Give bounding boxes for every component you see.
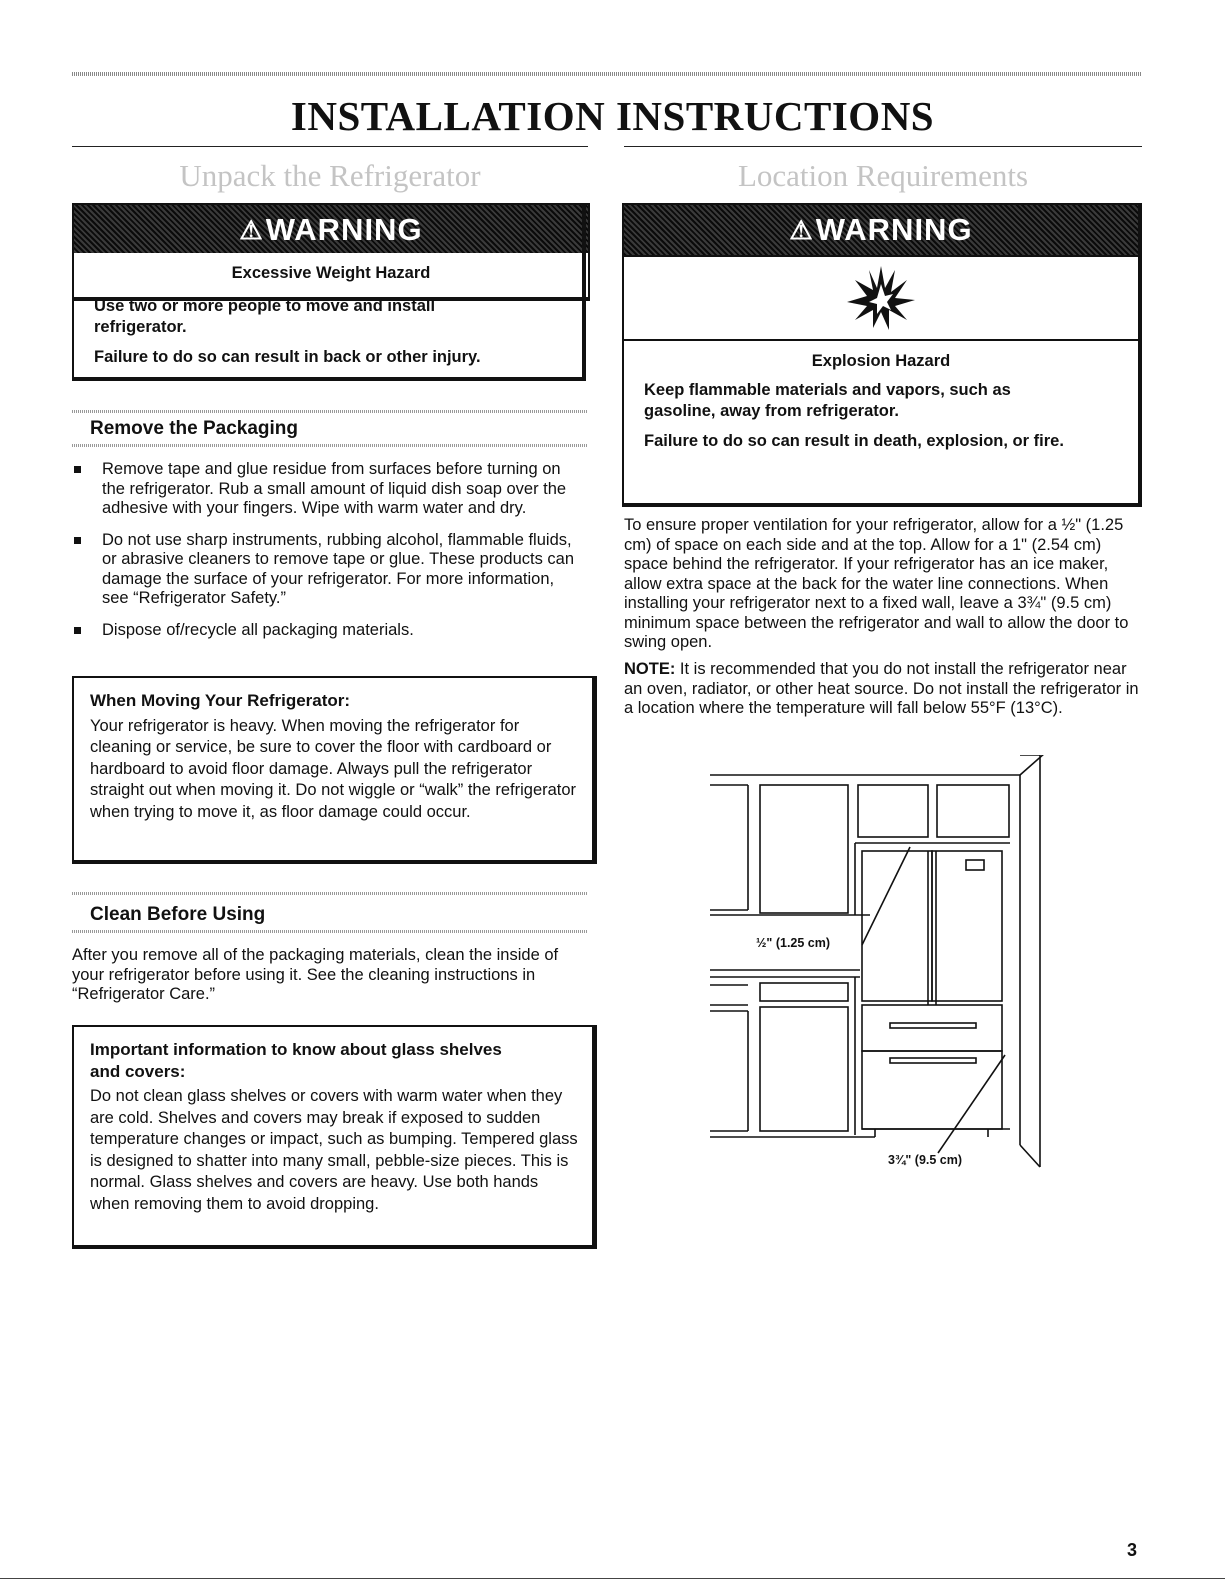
side-clearance-label: ½" (1.25 cm) xyxy=(756,936,831,950)
note-paragraph xyxy=(624,660,1140,719)
clean-before-using-heading: Clean Before Using xyxy=(90,904,266,925)
bottom-rule xyxy=(0,1578,1225,1579)
page-number: 3 xyxy=(1127,1540,1138,1560)
moving-box-text: Your refrigerator is heavy. When moving the refrigerator for cleaning or service, be sure to cover the floor with cardboard or hardboard to avoid floor damage. Always pull the refrigerator straight out when moving it. Do not wiggle or “walk” the refrigerator when trying to move it, as floor damage could occur. xyxy=(90,716,577,821)
section-title-unpack: Unpack the Refrigerator xyxy=(179,158,481,193)
subhead-rule xyxy=(72,444,588,447)
warning-heading: WARNING xyxy=(265,212,423,247)
list-item: Do not use sharp instruments, rubbing alcohol, flammable fluids, or abrasive cleaners to remove tape or glue. These products can damage the surface of your refrigerator. For more information, see “Refrigerator Safety.” xyxy=(72,531,582,609)
explosion-icon xyxy=(845,262,917,334)
left-column-rule xyxy=(72,146,588,147)
glass-box-title: Important information to know about glass shelves and covers: xyxy=(90,1040,502,1081)
weight-warning-text xyxy=(74,296,594,368)
warning-heading: WARNING xyxy=(815,212,973,247)
warning-line-1: Keep flammable materials and vapors, such as gasoline, away from refrigerator. xyxy=(644,381,1011,420)
wall-clearance-label: 3¾" (9.5 cm) xyxy=(888,1153,963,1167)
bullet-icon xyxy=(74,466,81,473)
clearance-diagram xyxy=(700,755,1060,1175)
moving-box-title: When Moving Your Refrigerator: xyxy=(90,691,351,710)
glass-box-text: Do not clean glass shelves or covers with warm water when they are cold. Shelves and covers may break if exposed to sudden temperature changes or impact, such as bumping. Tempered glass is designed to shatter into many small, pebble-size pieces. This is normal. Glass shelves and covers are heavy. Use both hands when removing them to avoid dropping. xyxy=(90,1087,578,1213)
explosion-icon-area xyxy=(624,257,1138,341)
bullet-icon xyxy=(74,627,81,634)
subhead-rule xyxy=(72,930,588,933)
note-label: NOTE: xyxy=(624,660,676,678)
page-title: INSTALLATION INSTRUCTIONS xyxy=(290,93,935,139)
warning-header xyxy=(624,205,1138,257)
clean-paragraph: After you remove all of the packaging materials, clean the inside of your refrigerator before using it. See the cleaning instructions in “Refrigerator Care.” xyxy=(72,946,559,1003)
section-title-location: Location Requirements xyxy=(737,158,1029,193)
warning-line-2: Failure to do so can result in death, explosion, or fire. xyxy=(644,432,1064,450)
list-item: Remove tape and glue residue from surfaces before turning on the refrigerator. Rub a small amount of liquid dish soap over the adhesive with your fingers. Wipe with warm water and dry. xyxy=(72,460,582,519)
warning-triangle-icon: ⚠ xyxy=(789,214,814,245)
warning-line-2: Failure to do so can result in back or other injury. xyxy=(94,348,481,366)
packaging-bullets xyxy=(72,460,582,652)
moving-refrigerator-box xyxy=(72,676,597,864)
subhead-rule xyxy=(72,892,588,895)
subhead-rule xyxy=(72,410,588,413)
warning-header xyxy=(74,205,588,257)
top-rule xyxy=(72,72,1142,76)
hazard-title: Excessive Weight Hazard xyxy=(231,264,431,282)
right-column-rule xyxy=(624,146,1142,147)
warning-triangle-icon: ⚠ xyxy=(239,214,264,245)
remove-packaging-heading: Remove the Packaging xyxy=(90,418,299,439)
warning-line-1: Use two or more people to move and install refrigerator. xyxy=(94,297,436,336)
hazard-title: Explosion Hazard xyxy=(811,352,951,370)
ventilation-paragraph: To ensure proper ventilation for your refrigerator, allow for a ½" (1.25 cm) of space on each side and at the top. Allow for a 1" (2.54 cm) space behind the refrigerator. If your refrigerator has an ice maker, allow extra space at the back for the water line connections. When installing your refrigerator next to a fixed wall, leave a 3¾" (9.5 cm) minimum space between the refrigerator and wall to allow the door to swing open. xyxy=(624,516,1129,651)
explosion-warning-box xyxy=(622,203,1142,507)
bullet-icon xyxy=(74,537,81,544)
glass-shelves-box xyxy=(72,1025,597,1249)
note-text: It is recommended that you do not install the refrigerator near an oven, radiator, or other heat source. Do not install the refrigerator in a location where the temperature will fall below 55°F (13°C). xyxy=(624,660,1139,717)
weight-warning-body xyxy=(72,253,590,299)
list-item: Dispose of/recycle all packaging materials. xyxy=(72,621,582,641)
